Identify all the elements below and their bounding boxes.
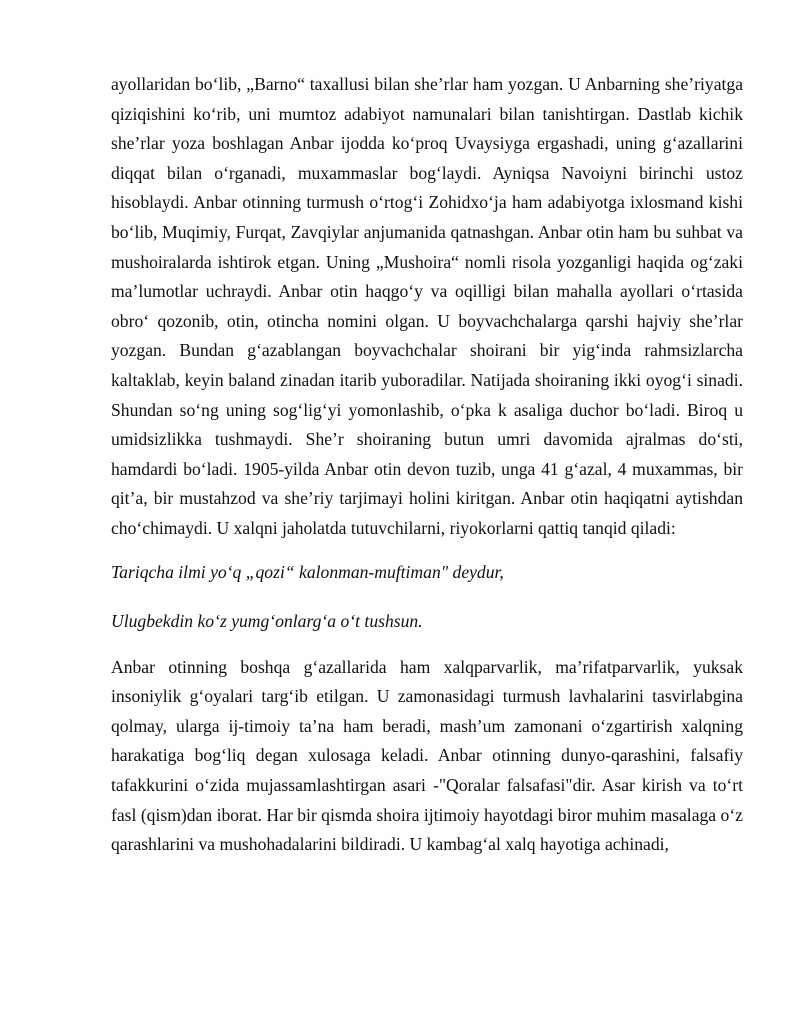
body-paragraph: Anbar otinning boshqa g‘azallarida ham xalqparvarlik, ma’rifatparvarlik, yuksak insoniylik g‘oyalari targ‘ib etilgan. U zamonasidagi turmush lavhalarini tasvirlabgina qolmay, ularga ij-timoiy ta’na ham beradi, mash’um zamonani o‘zgartirish xalqning harakatiga bog‘liq degan xulosaga keladi. Anbar otinning dunyo-qarashini, falsafiy tafakkurini o‘zida mujassamlashtirgan asari -"Qoralar falsafasi"dir. Asar kirish va to‘rt fasl (qism)dan iborat. Har bir qismda shoira ijtimoiy hayotdagi biror muhim masalaga o‘z qarashlarini va mushohadalarini bildiradi. U kambag‘al xalq hayotiga achinadi,: [111, 656, 743, 855]
verse-line: Tariqcha ilmi yo‘q „qozi“ kalonman-muftiman" deydur,: [111, 561, 504, 582]
verse-line: Ulugbekdin ko‘z yumg‘onlarg‘a o‘t tushsun.: [111, 611, 423, 632]
body-paragraph: ayollaridan bo‘lib, „Barno“ taxallusi bilan she’rlar ham yozgan. U Anbarning she’riyatga qiziqishini ko‘rib, uni mumtoz adabiyot namunalari bilan tanishtirgan. Dastlab kichik she’rlar yoza boshlagan Anbar ijodda ko‘proq Uvaysiyga ergashadi, uning g‘azallarini diqqat bilan o‘rganadi, muxammaslar bog‘laydi. Ayniqsa Navoiyni birinchi ustoz hisoblaydi. Anbar otinning turmush o‘rtog‘i Zohidxo‘ja ham adabiyotga ixlosmand kishi bo‘lib, Muqimiy, Furqat, Zavqiylar anjumanida qatnashgan. Anbar otin ham bu suhbat va mushoiralarda ishtirok etgan. Uning „Mushoira“ nomli risola yozganligi haqida og‘zaki ma’lumotlar uchraydi. Anbar otin haqgo‘y va oqilligi bilan mahalla ayollari o‘rtasida obro‘ qozonib, otin, otincha nomini olgan. U boyvachchalarga qarshi hajviy she’rlar yozgan. Bundan g‘azablangan boyvachchalar shoirani bir yig‘inda rahmsizlarcha kaltaklab, keyin baland zinadan itarib yuboradilar. Natijada shoiraning ikki oyog‘i sinadi. Shundan so‘ng uning sog‘lig‘yi yomonlashib, o‘pka k asaliga duchor bo‘ladi. Biroq u umidsizlikka tushmaydi. She’r shoiraning butun umri davomida ajralmas do‘sti, hamdardi bo‘ladi. 1905-yilda Anbar otin devon tuzib, unga 41 g‘azal, 4 muxammas, bir qit’a, bir mustahzod va she’riy tarjimayi holini kiritgan. Anbar otin haqiqatni aytishdan cho‘chimaydi. U xalqni jaholatda tutuvchilarni, riyokorlarni qattiq tanqid qiladi:: [111, 74, 743, 538]
document-page: [111, 70, 743, 860]
